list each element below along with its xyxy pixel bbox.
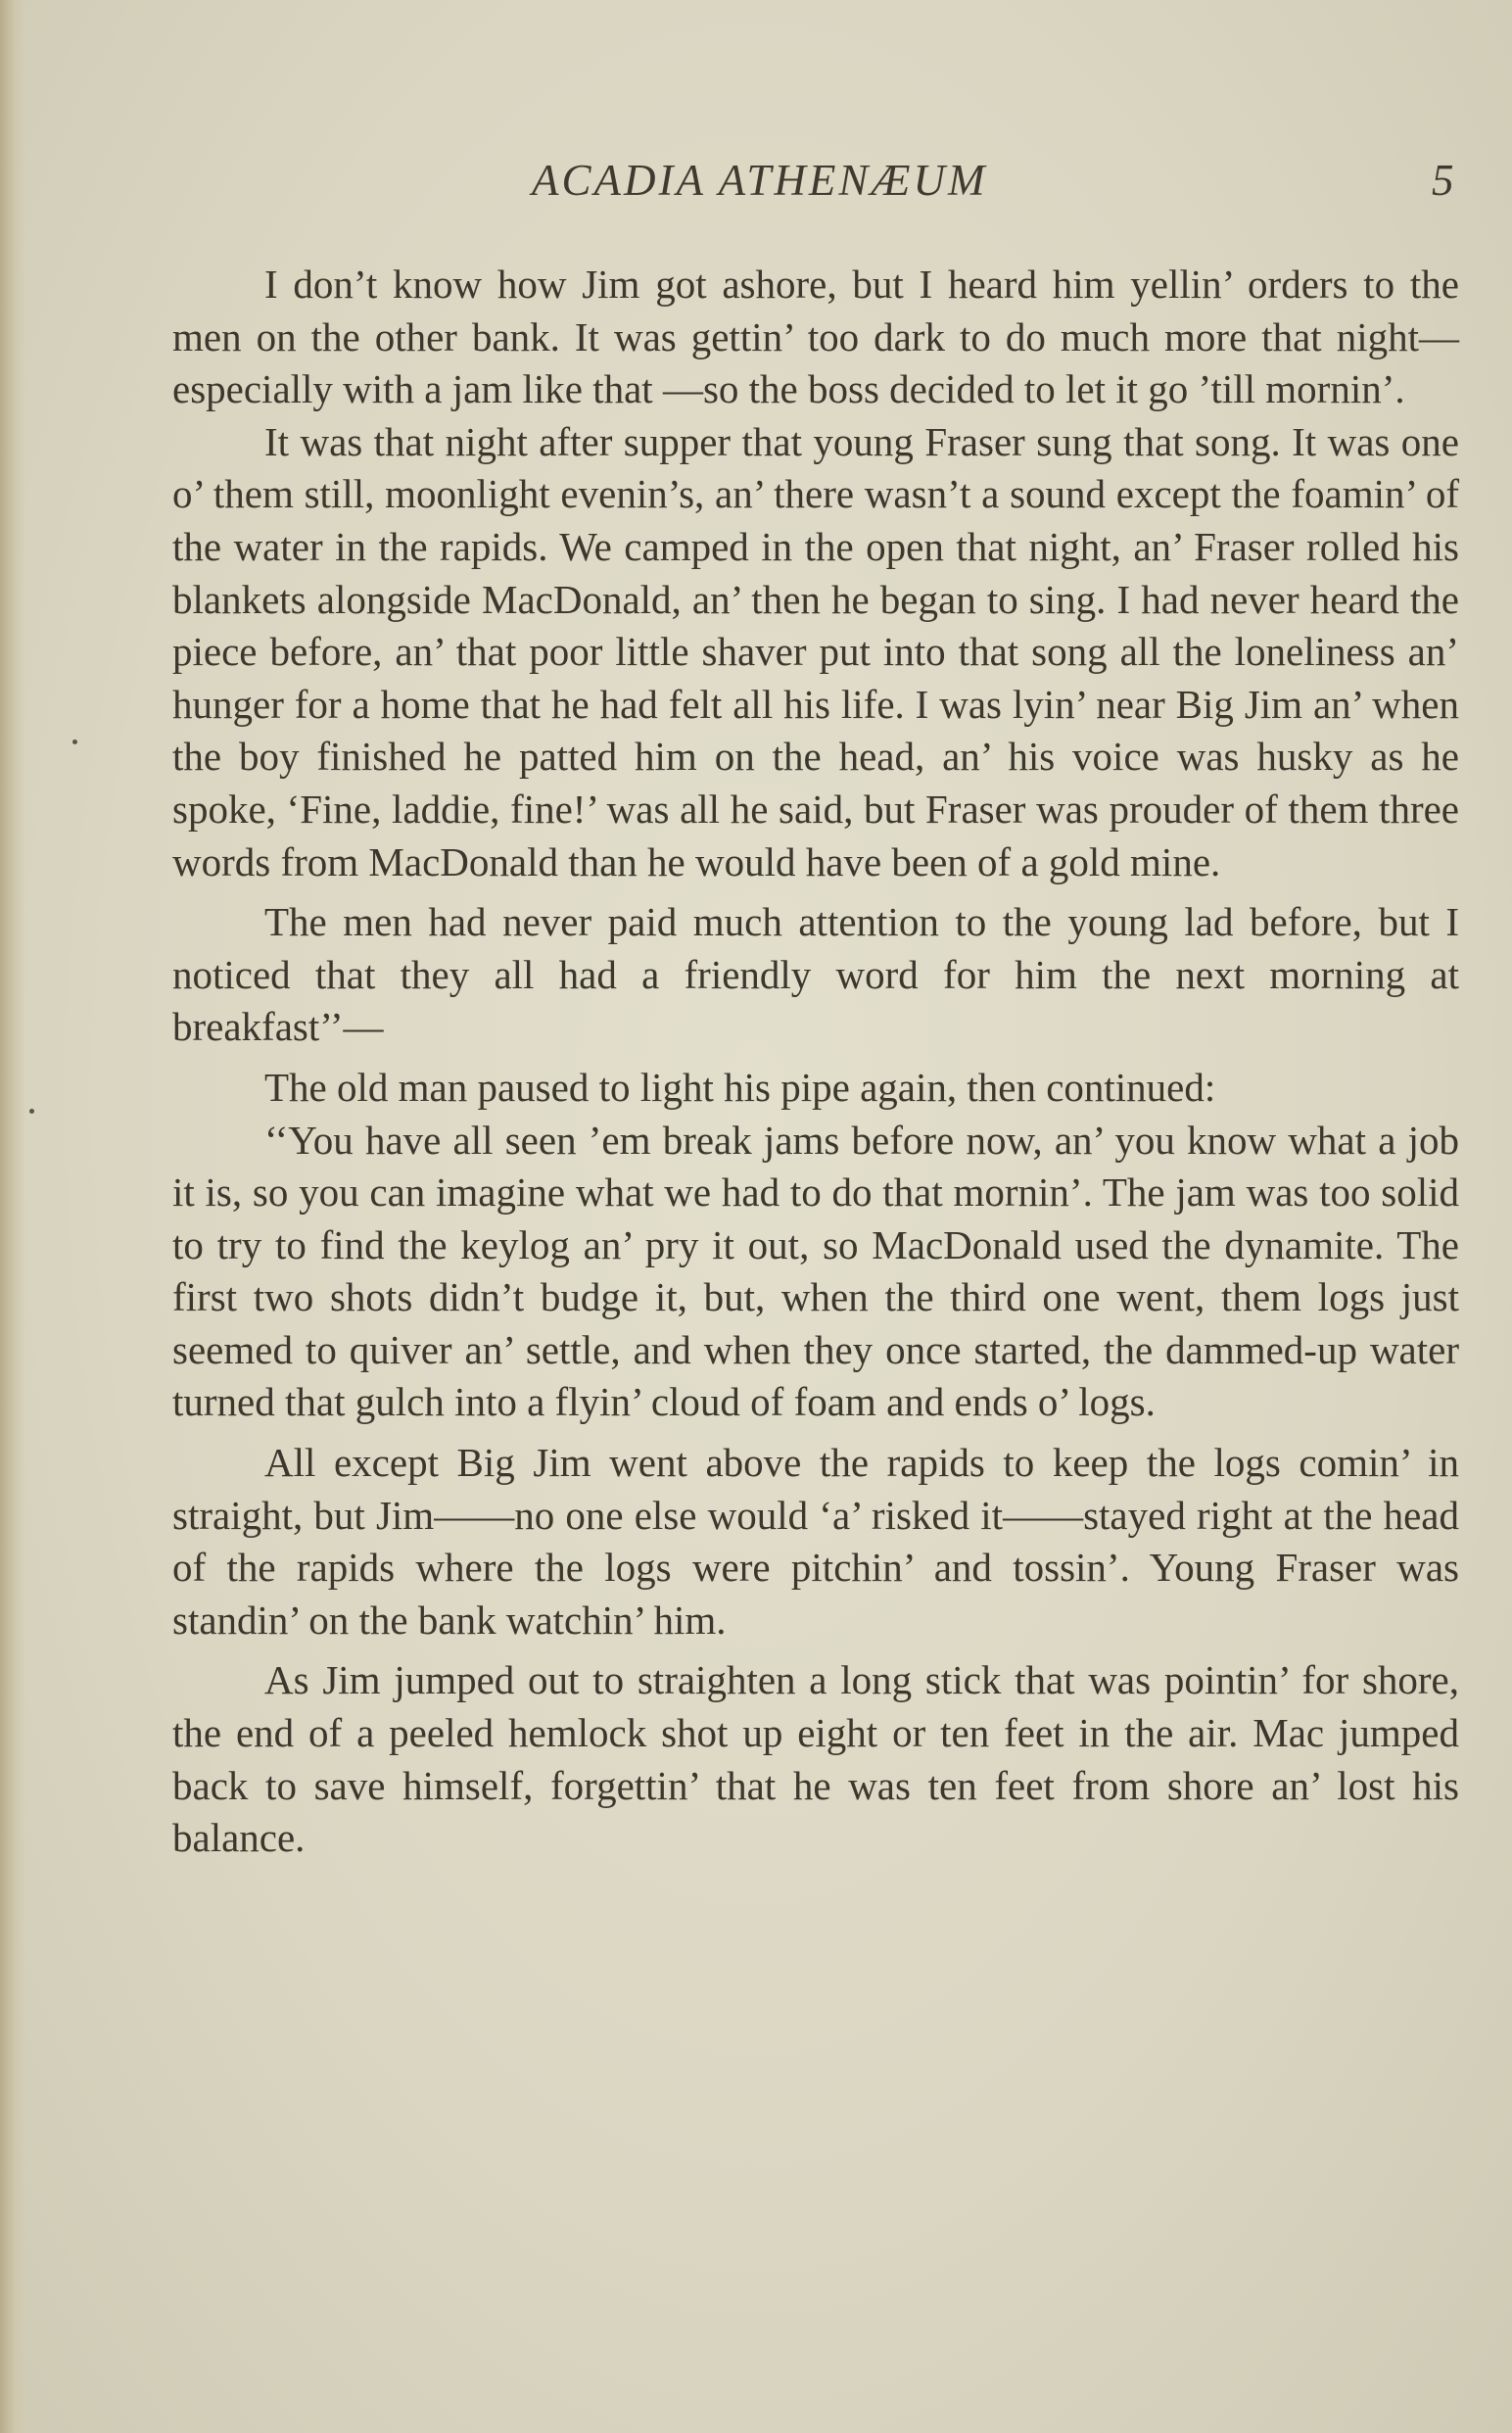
page-number: 5 [1432,156,1454,205]
paragraph-2: It was that night after supper that young Fraser sung that song. It was one o’ them still, moonlight evenin’s, an’ there wasn’t a sound except the foamin’ of the water in the rapids. We camped in the open that night, an’ Fraser rolled his blankets alongside MacDonald, an’ then he began to sing. I had never heard the piece before, an’ that poor little shaver put into that song all the loneliness an’ hunger for a home that he had felt all his life. I was lyin’ near Big Jim an’ when the boy finished he patted him on the head, an’ his voice was husky as he spoke, ‘Fine, laddie, fine!’ was all he said, but Fraser was prouder of them three words from MacDonald than he would have been of a gold mine. [172,418,1459,884]
paragraph-7: As Jim jumped out to straighten a long stick that was pointin’ for shore, the end of a peeled hemlock shot up eight or ten feet in the air. Mac jumped back to save himself, forgettin’ that he was ten feet from shore an’ lost his balance. [172,1657,1459,1861]
header-title: ACADIA ATHENÆUM [532,156,988,205]
paragraph-4: The old man paused to light his pipe again, then continued: [264,1064,1216,1110]
margin-speck [29,1109,34,1114]
paragraph-6: All except Big Jim went above the rapids to keep the logs comin’ in straight, but Jim——no one else would ‘a’ risked it——stayed right at the head of the rapids where the logs were pitchin’ and tossin’. Young Fraser was standin’ on the bank watchin’ him. [172,1440,1459,1643]
paragraph-5: ‘‘You have all seen ’em break jams before now, an’ you know what a job it is, so you can imagine what we had to do that mornin’. The jam was too solid to try to find the keylog an’ pry it out, so MacDonald used the dynamite. The first two shots didn’t budge it, but, when the third one went, them logs just seemed to quiver an’ settle, and when they once started, the dammed-up water turned that gulch into a flyin’ cloud of foam and ends o’ logs. [172,1117,1459,1425]
paragraph-1: I don’t know how Jim got ashore, but I heard him yellin’ orders to the men on the other bank. It was gettin’ too dark to do much more that night—especially with a jam like that —so the boss decided to let it go ’till mornin’. [172,262,1459,412]
page-spine-shadow [0,0,25,2433]
body-text [172,259,1459,1865]
margin-speck [72,739,77,744]
running-header [0,155,1512,214]
paragraph-3: The men had never paid much attention to the young lad before, but I noticed that they all had a friendly word for him the next morning at breakfast’’— [172,899,1459,1050]
